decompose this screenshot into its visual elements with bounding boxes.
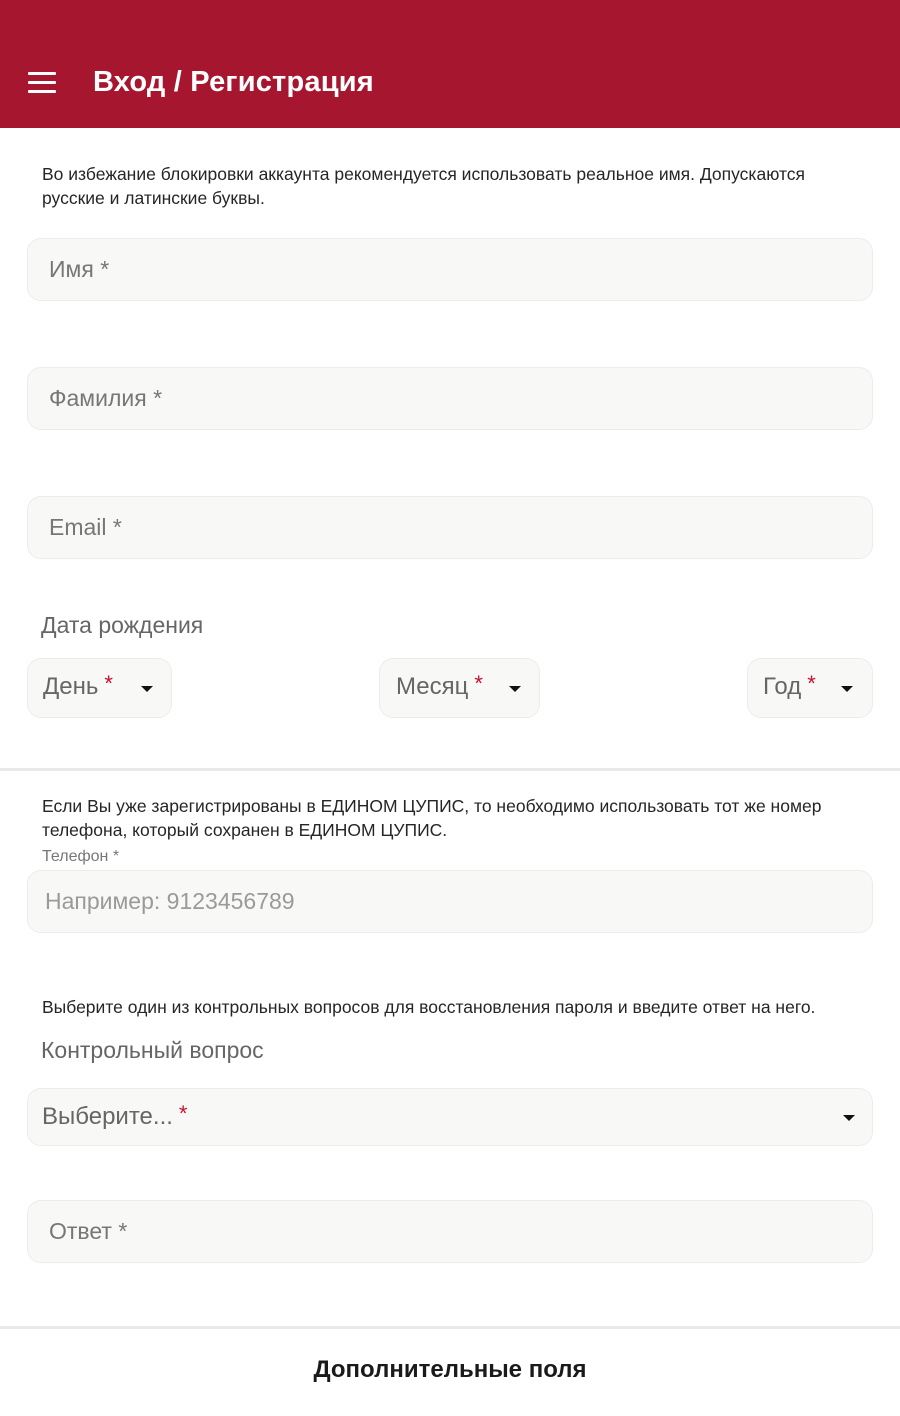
security-question-select[interactable] [27,1088,873,1146]
required-mark: * [104,671,113,696]
answer-field[interactable] [27,1200,873,1263]
required-mark: * [100,256,110,282]
last-name-field[interactable] [27,367,873,430]
phone-input[interactable] [27,870,873,933]
required-mark: * [153,385,163,411]
security-question-hint: Выберите один из контрольных вопросов для восстановления пароля и введите ответ на него. [42,997,816,1017]
last-name-label: Фамилия [49,385,147,411]
email-field[interactable] [27,496,873,559]
chevron-down-icon [509,686,521,692]
birth-day-label: День [43,673,99,700]
first-name-field[interactable] [27,238,873,301]
birth-day-select[interactable] [27,658,172,718]
first-name-label: Имя [49,256,94,282]
birth-year-label: Год [763,673,802,700]
birth-month-select[interactable] [379,658,540,718]
required-mark: * [474,671,483,696]
chevron-down-icon [841,686,853,692]
email-label: Email [49,514,107,540]
section-divider [0,768,900,771]
required-mark: * [807,671,816,696]
page-title: Вход / Регистрация [93,66,374,98]
answer-label: Ответ [49,1218,112,1244]
security-question-label: Контрольный вопрос [41,1037,264,1063]
required-mark: * [178,1101,188,1126]
security-question-select-label: Выберите... [42,1103,173,1130]
phone-hint-text: Если Вы уже зарегистрированы в ЕДИНОМ ЦУПИС, то необходимо использовать тот же номер телефона, который сохранен в ЕДИНОМ ЦУПИС. [42,796,822,840]
required-mark: * [112,514,122,540]
additional-fields-toggle[interactable]: Дополнительные поля [313,1356,587,1383]
hamburger-menu-icon[interactable] [28,72,56,96]
birth-year-select[interactable] [747,658,873,718]
phone-label: Телефон * [42,848,120,865]
chevron-down-icon [141,686,153,692]
top-app-bar [0,0,900,128]
section-divider [0,1326,900,1329]
chevron-down-icon [843,1115,855,1121]
name-hint-text: Во избежание блокировки аккаунта рекомендуется использовать реальное имя. Допускаются русские и латинские буквы. [42,164,805,208]
birth-date-label: Дата рождения [41,612,204,638]
birth-month-label: Месяц [396,673,469,700]
required-mark: * [118,1218,128,1244]
